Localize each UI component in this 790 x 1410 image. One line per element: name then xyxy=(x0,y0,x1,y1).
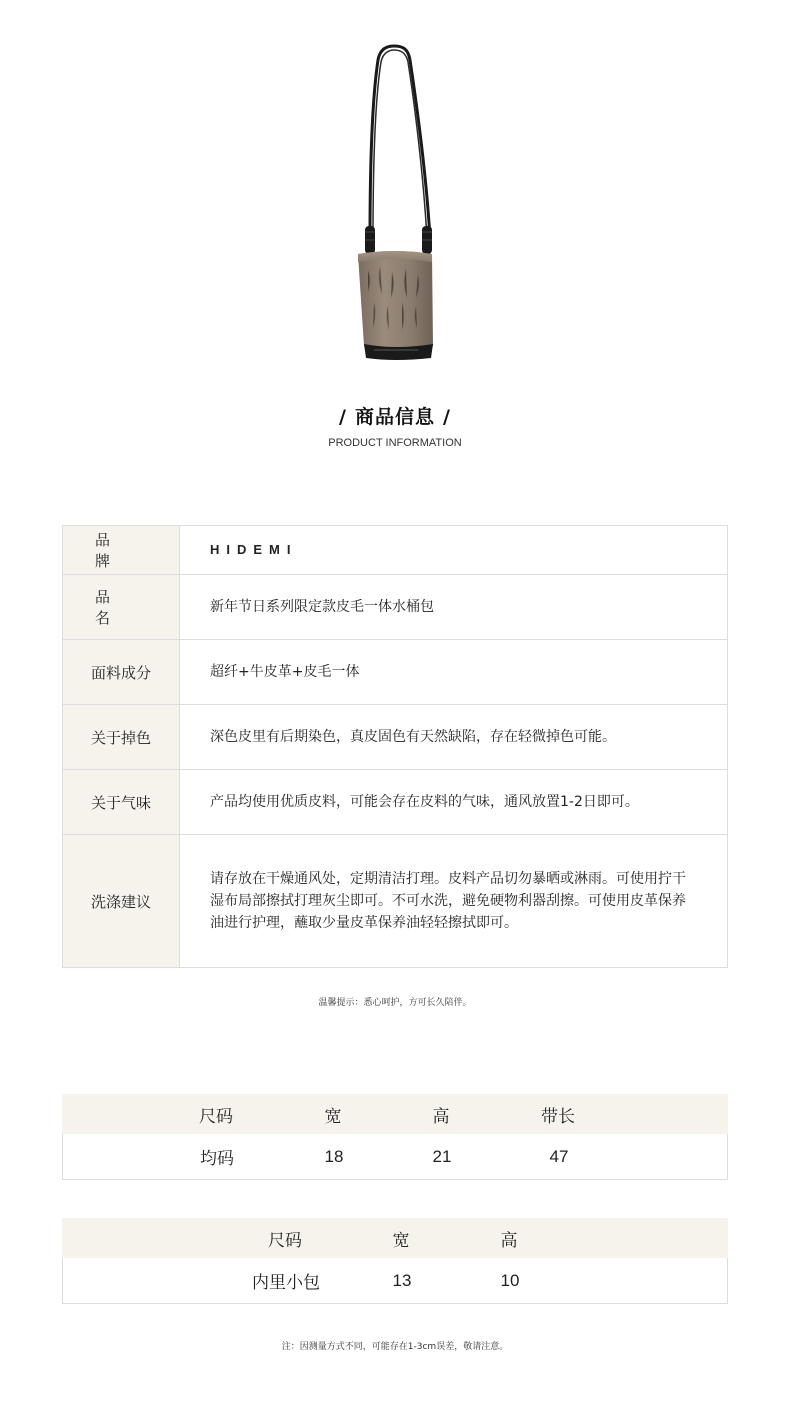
product-info-table xyxy=(62,525,728,968)
size-table-row xyxy=(62,1134,728,1180)
info-row-fading xyxy=(63,705,727,770)
info-label: 面料成分 xyxy=(63,640,180,704)
header-cell: 宽 xyxy=(392,1230,410,1251)
info-label: 品牌 xyxy=(63,526,180,574)
info-row-odor xyxy=(63,770,727,835)
info-value-brand: HIDEMI xyxy=(210,542,298,557)
info-value-fading: 深色皮里有后期染色，真皮固色有天然缺陷，存在轻微掉色可能。 xyxy=(210,729,616,745)
care-tip-note: 温馨提示：悉心呵护，方可长久陪伴。 xyxy=(318,998,472,1008)
value-cell: 内里小包 xyxy=(252,1273,320,1293)
info-value-care: 请存放在干燥通风处，定期清洁打理。皮料产品切勿暴晒或淋雨。可使用拧干湿布局部擦拭打理灰尘即可。不可水洗，避免硬物利器刮擦。可使用皮革保养油进行护理，蘸取少量皮革保养油轻轻擦拭即可。 xyxy=(210,871,686,931)
info-row-material xyxy=(63,640,727,705)
size-table-row xyxy=(62,1258,728,1304)
info-label: 关于气味 xyxy=(63,770,180,834)
size-table-header xyxy=(62,1218,728,1258)
info-label: 关于掉色 xyxy=(63,705,180,769)
product-image xyxy=(330,40,460,370)
section-title xyxy=(0,402,790,449)
value-cell: 13 xyxy=(392,1270,412,1290)
info-value-material: 超纤+牛皮革+皮毛一体 xyxy=(210,664,360,680)
value-cell: 21 xyxy=(432,1146,452,1166)
value-cell: 10 xyxy=(500,1270,520,1290)
value-cell: 47 xyxy=(549,1146,569,1166)
section-title-en: PRODUCT INFORMATION xyxy=(328,437,462,449)
value-cell: 均码 xyxy=(200,1149,234,1169)
title-slash-left: / xyxy=(339,406,347,428)
info-row-care xyxy=(63,835,727,967)
value-cell: 18 xyxy=(324,1146,344,1166)
header-cell: 高 xyxy=(500,1230,518,1251)
section-title-cn xyxy=(0,402,790,429)
info-label: 洗涤建议 xyxy=(63,835,180,967)
info-value-name: 新年节日系列限定款皮毛一体水桶包 xyxy=(210,599,434,615)
header-cell: 高 xyxy=(432,1106,450,1127)
size-table-inner-pouch xyxy=(62,1218,728,1304)
size-table-main xyxy=(62,1094,728,1180)
bucket-bag-illustration xyxy=(330,40,460,370)
info-value-odor: 产品均使用优质皮料，可能会存在皮料的气味，通风放置1-2日即可。 xyxy=(210,794,639,810)
header-cell: 尺码 xyxy=(199,1106,233,1127)
header-cell: 带长 xyxy=(541,1106,575,1127)
size-table-header xyxy=(62,1094,728,1134)
info-label: 品名 xyxy=(63,575,180,639)
header-cell: 宽 xyxy=(324,1106,342,1127)
measurement-note: 注：因测量方式不同，可能存在1-3cm误差，敬请注意。 xyxy=(281,1342,509,1352)
info-row-name xyxy=(63,575,727,640)
title-text: 商品信息 xyxy=(354,406,435,428)
header-cell: 尺码 xyxy=(268,1230,302,1251)
info-row-brand xyxy=(63,526,727,575)
title-slash-right: / xyxy=(443,406,451,428)
